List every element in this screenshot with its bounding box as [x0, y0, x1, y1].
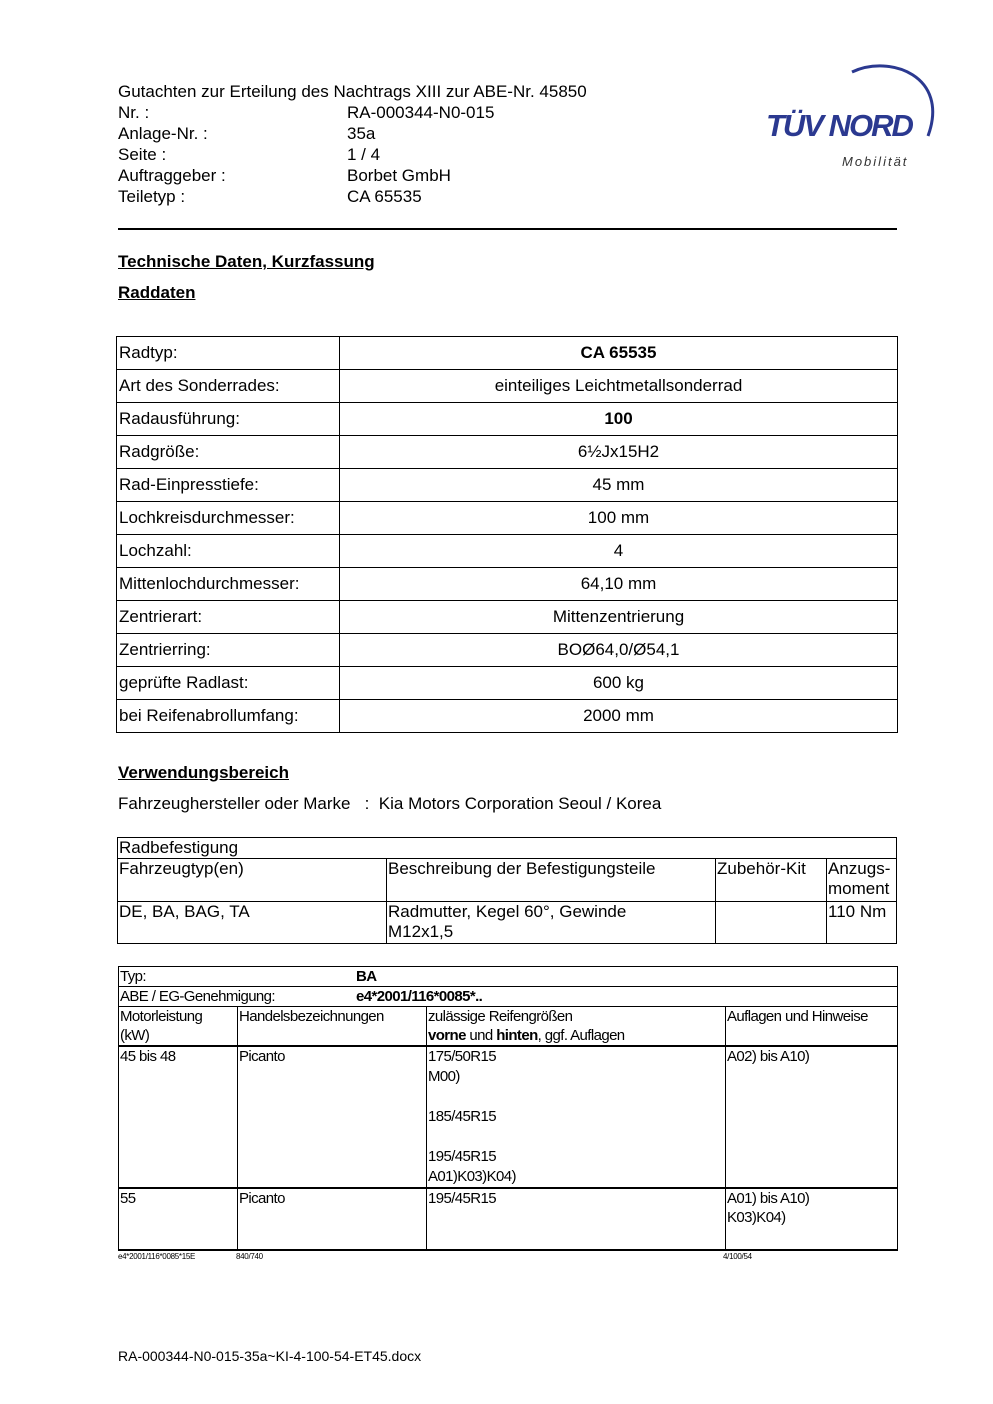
- header-label: Seite :: [118, 145, 167, 164]
- col-header-motor-line2: (kW): [120, 1027, 150, 1044]
- raddaten-row: [117, 337, 898, 370]
- typ-footnote-lk: 4/100/54: [723, 1252, 752, 1261]
- reifen-line: A01)K03)K04): [428, 1168, 516, 1185]
- raddaten-label: Radtyp:: [117, 337, 340, 370]
- svg-text:Mobilität: Mobilität: [842, 154, 909, 169]
- cell-auflagen: [726, 1188, 898, 1250]
- radbefestigung-title: Radbefestigung: [118, 838, 897, 859]
- col-header-reifen-line2: [428, 1026, 724, 1045]
- raddaten-row: [117, 601, 898, 634]
- svg-text:TÜV NORD: TÜV NORD: [766, 108, 912, 143]
- tuv-nord-logo-graphic: [760, 56, 940, 176]
- col-header-auflagen: Auflagen und Hinweise: [726, 1007, 898, 1047]
- raddaten-row: [117, 370, 898, 403]
- raddaten-value: 100: [340, 403, 898, 436]
- reifen-line: [428, 1127, 724, 1147]
- raddaten-label: Lochkreisdurchmesser:: [117, 502, 340, 535]
- document-header: [118, 81, 587, 207]
- raddaten-row: [117, 667, 898, 700]
- header-value: 1 / 4: [347, 145, 381, 164]
- document-title: Gutachten zur Erteilung des Nachtrags XIII zur ABE-Nr. 45850: [118, 82, 587, 101]
- cell-handelsbezeichnung: Picanto: [238, 1046, 427, 1188]
- auflagen-line: A01) bis A10): [727, 1190, 810, 1207]
- raddaten-label: Lochzahl:: [117, 535, 340, 568]
- auflagen-line: K03)K04): [727, 1209, 786, 1226]
- col-header-anzugs-line2: moment: [828, 879, 890, 898]
- reifen-line: 195/45R15: [428, 1190, 496, 1207]
- cell-fahrzeugtyp: DE, BA, BAG, TA: [118, 902, 387, 944]
- reifen-line: [428, 1087, 724, 1107]
- raddaten-value: 6½Jx15H2: [340, 436, 898, 469]
- header-row-teiletyp: [118, 186, 587, 207]
- cell-reifengroessen: [427, 1188, 726, 1250]
- header-label: Auftraggeber :: [118, 166, 226, 185]
- raddaten-label: Zentrierart:: [117, 601, 340, 634]
- cell-motorleistung: 45 bis 48: [119, 1046, 238, 1188]
- header-divider: [118, 228, 897, 230]
- reifen-line: 175/50R15: [428, 1048, 496, 1065]
- cell-beschreibung: [387, 902, 716, 944]
- raddaten-label: Radausführung:: [117, 403, 340, 436]
- raddaten-value: CA 65535: [340, 337, 898, 370]
- header-label: Anlage-Nr. :: [118, 124, 208, 143]
- col-header-motor-line1: Motorleistung: [120, 1008, 203, 1025]
- abe-row: [119, 987, 898, 1007]
- raddaten-row: [117, 403, 898, 436]
- vorne-label: vorne: [428, 1027, 466, 1044]
- raddaten-value: 2000 mm: [340, 700, 898, 733]
- col-header-anzugsmoment: [827, 859, 897, 902]
- raddaten-value: einteiliges Leichtmetallsonderrad: [340, 370, 898, 403]
- raddaten-value: 4: [340, 535, 898, 568]
- radbefestigung-table: [117, 837, 897, 944]
- typ-table: [118, 966, 898, 1251]
- reifen-line: [428, 1209, 724, 1229]
- raddaten-row: [117, 700, 898, 733]
- reifen-line: [428, 1229, 724, 1249]
- raddaten-row: [117, 502, 898, 535]
- fahrzeughersteller-line: Fahrzeughersteller oder Marke : Kia Motors Corporation Seoul / Korea: [118, 794, 662, 813]
- raddaten-label: Radgröße:: [117, 436, 340, 469]
- typ-value: BA: [356, 968, 377, 985]
- col-header-handelsbezeichnungen: Handelsbezeichnungen: [238, 1007, 427, 1047]
- cell-motorleistung: 55: [119, 1188, 238, 1250]
- header-row-nr: [118, 102, 587, 123]
- raddaten-value: 64,10 mm: [340, 568, 898, 601]
- raddaten-row: [117, 436, 898, 469]
- cell-auflagen: [726, 1046, 898, 1188]
- reifen-line: 195/45R15: [428, 1148, 496, 1165]
- col-header-reifen-line1: zulässige Reifengrößen: [428, 1008, 573, 1025]
- typ-footnote-code: 840/740: [236, 1252, 263, 1261]
- raddaten-label: Zentrierring:: [117, 634, 340, 667]
- raddaten-value: 45 mm: [340, 469, 898, 502]
- header-row-seite: [118, 144, 587, 165]
- raddaten-value: BOØ64,0/Ø54,1: [340, 634, 898, 667]
- cell-handelsbezeichnung: Picanto: [238, 1188, 427, 1250]
- typ-data-row: [119, 1188, 898, 1250]
- auflagen-line: A02) bis A10): [727, 1048, 810, 1065]
- header-value: 35a: [347, 124, 376, 143]
- typ-data-row: [119, 1046, 898, 1188]
- typ-label: Typ:: [120, 968, 146, 985]
- typ-row: [119, 967, 898, 987]
- raddaten-label: geprüfte Radlast:: [117, 667, 340, 700]
- header-label: Nr. :: [118, 103, 150, 122]
- col-header-anzugs-line1: Anzugs-: [828, 859, 891, 878]
- col-header-zubehoer: Zubehör-Kit: [716, 859, 827, 902]
- und-label: und: [465, 1027, 497, 1044]
- header-row-anlage: [118, 123, 587, 144]
- raddaten-value: 600 kg: [340, 667, 898, 700]
- col-header-motorleistung: [119, 1007, 238, 1047]
- abe-value: e4*2001/116*0085*..: [356, 988, 483, 1005]
- raddaten-label: bei Reifenabrollumfang:: [117, 700, 340, 733]
- section-title-raddaten: Raddaten: [118, 283, 196, 302]
- col-header-beschreibung: Beschreibung der Befestigungsteile: [387, 859, 716, 902]
- raddaten-row: [117, 568, 898, 601]
- col-header-fahrzeugtyp: Fahrzeugtyp(en): [118, 859, 387, 902]
- cell-beschreibung-line1: Radmutter, Kegel 60°, Gewinde: [388, 902, 627, 921]
- raddaten-label: Art des Sonderrades:: [117, 370, 340, 403]
- reifen-line: M00): [428, 1068, 460, 1085]
- raddaten-row: [117, 634, 898, 667]
- cell-anzugsmoment: 110 Nm: [827, 902, 897, 944]
- header-row-auftraggeber: [118, 165, 587, 186]
- cell-zubehoer: [716, 902, 827, 944]
- col-header-reifengroessen: [427, 1007, 726, 1047]
- raddaten-value: 100 mm: [340, 502, 898, 535]
- tuv-nord-logo: [760, 56, 940, 176]
- auflagen-suffix: , ggf. Auflagen: [537, 1027, 625, 1044]
- typ-footnote-abe: e4*2001/116*0085*15E: [118, 1252, 196, 1261]
- raddaten-table: [116, 336, 898, 733]
- raddaten-row: [117, 535, 898, 568]
- raddaten-label: Mittenlochdurchmesser:: [117, 568, 340, 601]
- header-value: RA-000344-N0-015: [347, 103, 495, 122]
- section-title-verwendung: Verwendungsbereich: [118, 763, 289, 782]
- raddaten-row: [117, 469, 898, 502]
- document-footer-filename: RA-000344-N0-015-35a~KI-4-100-54-ET45.docx: [118, 1348, 422, 1364]
- header-value: Borbet GmbH: [347, 166, 451, 185]
- cell-beschreibung-line2: M12x1,5: [388, 922, 454, 941]
- header-label: Teiletyp :: [118, 187, 186, 206]
- reifen-line: 185/45R15: [428, 1108, 496, 1125]
- raddaten-label: Rad-Einpresstiefe:: [117, 469, 340, 502]
- raddaten-value: Mittenzentrierung: [340, 601, 898, 634]
- cell-reifengroessen: [427, 1046, 726, 1188]
- abe-label: ABE / EG-Genehmigung:: [120, 988, 275, 1005]
- section-title-technische: Technische Daten, Kurzfassung: [118, 252, 375, 271]
- header-value: CA 65535: [347, 187, 422, 206]
- hinten-label: hinten: [496, 1027, 538, 1044]
